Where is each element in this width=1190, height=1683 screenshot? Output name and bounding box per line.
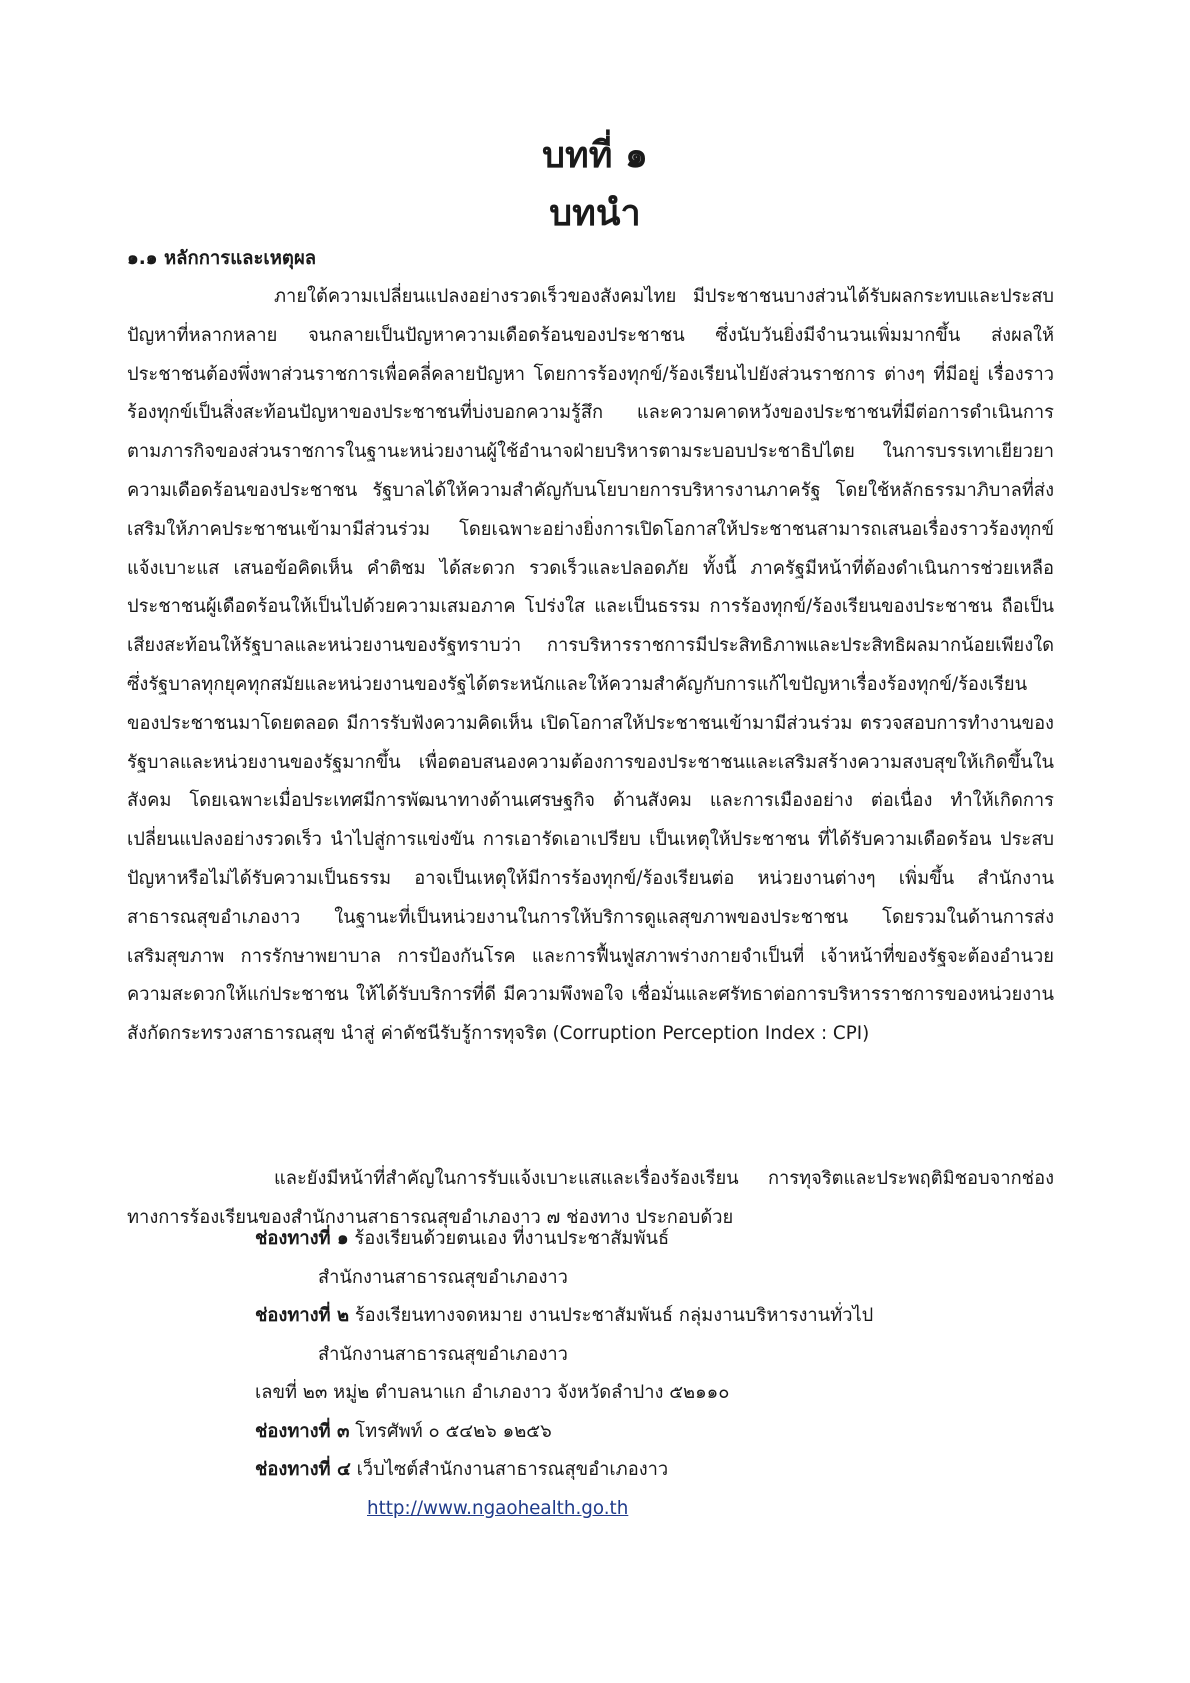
- channel-1-label: ช่องทางที่ ๑: [255, 1228, 349, 1249]
- website-link[interactable]: http://www.ngaohealth.go.th: [367, 1498, 629, 1519]
- channel-1-continuation: สำนักงานสาธารณสุขอำเภองาว: [318, 1267, 568, 1288]
- channel-1: [255, 1230, 669, 1248]
- channel-3-label: ช่องทางที่ ๓: [255, 1421, 350, 1442]
- paragraph-principles: ภายใต้ความเปลี่ยนแปลงอย่างรวดเร็วของสังคมไทย มีประชาชนบางส่วนได้รับผลกระทบและประสบปัญหาที่หลากหลาย จนกลายเป็นปัญหาความเดือดร้อนของประชาชน ซึ่งนับวันยิ่งมีจำนวนเพิ่มมากขึ้น ส่งผลให้ประชาชนต้องพึ่งพาส่วนราชการเพื่อคลี่คลายปัญหา โดยการร้องทุกข์/ร้องเรียนไปยังส่วนราชการ ต่างๆ ที่มีอยู่ เรื่องราวร้องทุกข์เป็นสิ่งสะท้อนปัญหาของประชาชนที่บ่งบอกความรู้สึก และความคาดหวังของประชาชนที่มีต่อการดำเนินการตามภารกิจของส่วนราชการในฐานะหน่วยงานผู้ใช้อำนาจฝ่ายบริหารตามระบอบประชาธิปไตย ในการบรรเทาเยียวยาความเดือดร้อนของประชาชน รัฐบาลได้ให้ความสำคัญกับนโยบายการบริหารงานภาครัฐ โดยใช้หลักธรรมาภิบาลที่ส่งเสริมให้ภาคประชาชนเข้ามามีส่วนร่วม โดยเฉพาะอย่างยิ่งการเปิดโอกาสให้ประชาชนสามารถเสนอเรื่องราวร้องทุกข์ แจ้งเบาะแส เสนอข้อคิดเห็น คำติชม ได้สะดวก รวดเร็วและปลอดภัย ทั้งนี้ ภาครัฐมีหน้าที่ต้องดำเนินการช่วยเหลือประชาชนผู้เดือดร้อนให้เป็นไปด้วยความเสมอภาค โปร่งใส และเป็นธรรม การร้องทุกข์/ร้องเรียนของประชาชน ถือเป็นเสียงสะท้อนให้รัฐบาลและหน่วยงานของรัฐทราบว่า การบริหารราชการมีประสิทธิภาพและประสิทธิผลมากน้อยเพียงใด ซึ่งรัฐบาลทุกยุคทุกสมัยและหน่วยงานของรัฐได้ตระหนักและให้ความสำคัญกับการแก้ไขปัญหาเรื่องร้องทุกข์/ร้องเรียนของประชาชนมาโดยตลอด มีการรับฟังความคิดเห็น เปิดโอกาสให้ประชาชนเข้ามามีส่วนร่วม ตรวจสอบการทำงานของรัฐบาลและหน่วยงานของรัฐมากขึ้น เพื่อตอบสนองความต้องการของประชาชนและเสริมสร้างความสงบสุขให้เกิดขึ้นในสังคม โดยเฉพาะเมื่อประเทศมีการพัฒนาทางด้านเศรษฐกิจ ด้านสังคม และการเมืองอย่าง ต่อเนื่อง ทำให้เกิดการเปลี่ยนแปลงอย่างรวดเร็ว นำไปสู่การแข่งขัน การเอารัดเอาเปรียบ เป็นเหตุให้ประชาชน ที่ได้รับความเดือดร้อน ประสบปัญหาหรือไม่ได้รับความเป็นธรรม อาจเป็นเหตุให้มีการร้องทุกข์/ร้องเรียนต่อ หน่วยงานต่างๆ เพิ่มขึ้น สำนักงานสาธารณสุขอำเภองาว ในฐานะที่เป็นหน่วยงานในการให้บริการดูแลสุขภาพของประชาชน โดยรวมในด้านการส่งเสริมสุขภาพ การรักษาพยาบาล การป้องกันโรค และการฟื้นฟูสภาพร่างกายจำเป็นที่ เจ้าหน้าที่ของรัฐจะต้องอำนวยความสะดวกให้แก่ประชาชน ให้ได้รับบริการที่ดี มีความพึงพอใจ เชื่อมั่นและศรัทธาต่อการบริหารราชการของหน่วยงานสังกัดกระทรวงสาธารณสุข นำสู่ ค่าดัชนีรับรู้การทุจริต (Corruption Perception Index : CPI): [127, 286, 1054, 1045]
- channel-2-text: ร้องเรียนทางจดหมาย งานประชาสัมพันธ์ กลุ่มงานบริหารงานทั่วไป: [354, 1305, 874, 1326]
- channel-1-text: ร้องเรียนด้วยตนเอง ที่งานประชาสัมพันธ์: [354, 1228, 670, 1249]
- channel-2-label: ช่องทางที่ ๒: [255, 1305, 350, 1326]
- chapter-number: บทที่ ๑: [542, 135, 648, 176]
- channel-2-continuation: สำนักงานสาธารณสุขอำเภองาว: [318, 1344, 568, 1365]
- channel-4: [255, 1461, 668, 1479]
- channel-3-text: โทรศัพท์ ๐ ๕๔๒๖ ๑๒๕๖: [355, 1421, 552, 1442]
- channel-3: [255, 1423, 552, 1441]
- chapter-title: บทนำ: [549, 193, 641, 234]
- channel-2-address: เลขที่ ๒๓ หมู่๒ ตำบลนาแก อำเภองาว จังหวัดลำปาง ๕๒๑๑๐: [255, 1382, 730, 1403]
- channel-4-text: เว็บไซต์สำนักงานสาธารณสุขอำเภองาว: [356, 1459, 669, 1480]
- paragraph-channels-intro: และยังมีหน้าที่สำคัญในการรับแจ้งเบาะแสและเรื่องร้องเรียน การทุจริตและประพฤติมิชอบจากช่องทางการร้องเรียนของสำนักงานสาธารณสุขอำเภองาว ๗ ช่องทาง ประกอบด้วย: [127, 1168, 1054, 1228]
- channel-2: [255, 1307, 873, 1325]
- channel-4-label: ช่องทางที่ ๔: [255, 1459, 351, 1480]
- section-heading: ๑.๑ หลักการและเหตุผล: [127, 248, 317, 269]
